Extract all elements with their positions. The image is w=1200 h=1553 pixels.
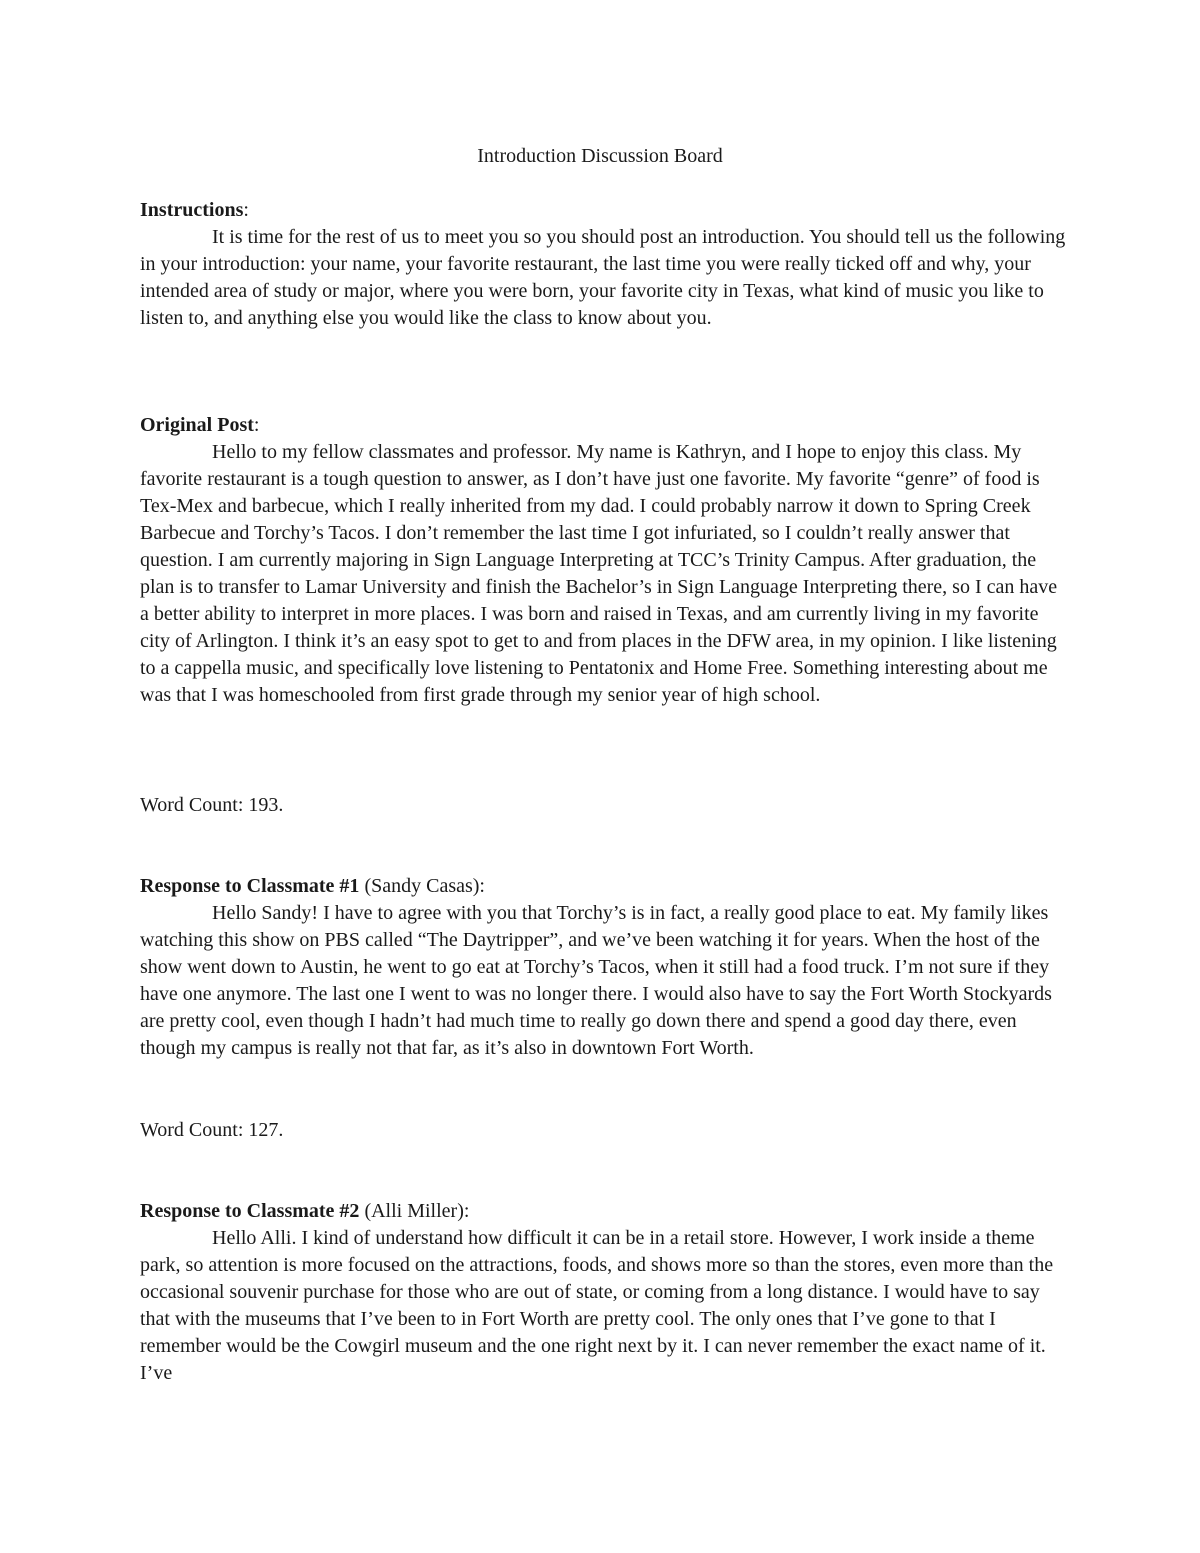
instructions-line: It is time for the rest of us to meet you so you should post an introduction. You should (212, 226, 900, 248)
response-1-line: to was no longer there. I would also have to say the Fort Worth Stockyards are pretty cool, even (140, 983, 1052, 1032)
document-title: Introduction Discussion Board (477, 145, 723, 167)
response-1-heading-label: Response to Classmate #1 (140, 875, 360, 897)
response-2-heading (140, 1198, 1070, 1225)
response-2-heading-name: (Alli Miller): (359, 1200, 470, 1222)
instructions-line: were really ticked off and why, your intended area of study or major, where you were born, your (140, 253, 1031, 302)
instructions-line: tell us the following in your introduction: your name, your favorite restaurant, the last time you (140, 226, 1066, 275)
original-post-line: could probably narrow it down to Spring Creek Barbecue and Torchy’s Tacos. I don’t remember (140, 495, 1031, 544)
original-post-line: the last time I got infuriated, so I couldn’t really answer that question. I am currently majoring in (140, 522, 1010, 571)
response-2-section (140, 1198, 1070, 1387)
response-1-heading-name: (Sandy Casas): (359, 875, 485, 897)
original-post-section (140, 412, 1070, 709)
response-2-heading-label: Response to Classmate #2 (140, 1200, 360, 1222)
response-1-section (140, 873, 1070, 1062)
original-post-line: My favorite “genre” of food is Tex-Mex and barbecue, which I really inherited from my dad. I (140, 468, 1040, 517)
response-1-heading (140, 873, 1070, 900)
original-post-heading-label: Original Post (140, 414, 254, 436)
instructions-heading: Instructions: (140, 199, 249, 221)
original-post-line: Hello to my fellow classmates and professor. My name is Kathryn, and I hope to enjoy (212, 441, 906, 463)
original-post-line: area, in my opinion. I like listening to a cappella music, and specifically love listening to (140, 630, 1057, 679)
original-post-line: this class. My favorite restaurant is a tough question to answer, as I don’t have just one favorite. (140, 441, 1022, 490)
response-1-line: though I hadn’t had much time to really go down there and spend a good day there, even though (140, 1010, 1017, 1059)
instructions-section (140, 197, 1070, 332)
instructions-line: the class to know about you. (483, 307, 712, 329)
original-post-paragraph (140, 439, 1070, 709)
response-1-word-count: Word Count: 127. (140, 1119, 284, 1141)
response-1-paragraph (140, 900, 1070, 1062)
instructions-heading-label: Instructions (140, 199, 244, 221)
instructions-line: favorite city in Texas, what kind of music you like to listen to, and anything else you would like (140, 280, 1044, 329)
original-post-line: in my favorite city of Arlington. I think it’s an easy spot to get to and from places in the DFW (140, 603, 1039, 652)
response-2-line: Fort Worth are pretty cool. The only ones that I’ve gone to that I remember would be the (140, 1308, 996, 1357)
response-1-line: my campus is really not that far, as it’s also in downtown Fort Worth. (200, 1037, 754, 1059)
response-2-line: Hello Alli. I kind of understand how difficult it can be in a retail store. However, I work (212, 1227, 914, 1249)
original-post-line: Sign Language Interpreting at TCC’s Trinity Campus. After graduation, the plan is to transfer to (140, 549, 1037, 598)
original-post-line: Pentatonix and Home Free. Something interesting about me was that I was homeschooled from (140, 657, 1048, 706)
response-2-line: inside a theme park, so attention is more focused on the attractions, foods, and shows more so (140, 1227, 1035, 1276)
original-post-line: Lamar University and finish the Bachelor’s in Sign Language Interpreting there, so I can have a (140, 576, 1058, 625)
response-1-line: Tacos, when it still had a food truck. I’m not sure if they have one anymore. The last one I went (140, 956, 1050, 1005)
response-1-line: it for years. When the host of the show went down to Austin, he went to go eat at Torchy’s (140, 929, 1040, 978)
instructions-paragraph (140, 224, 1070, 332)
original-post-line: better ability to interpret in more places. I was born and raised in Texas, and am currently living (153, 603, 921, 625)
response-1-line: Hello Sandy! I have to agree with you that Torchy’s is in fact, a really good place to eat. (212, 902, 916, 924)
response-2-line: or coming from a long distance. I would have to say that with the museums that I’ve been to in (140, 1281, 1040, 1330)
original-post-heading: Original Post: (140, 414, 260, 436)
response-2-paragraph (140, 1225, 1070, 1387)
response-2-line: Cowgirl museum and the one right next by it. I can never remember the exact name of it. I’ve (140, 1335, 1046, 1384)
response-2-line: than the stores, even more than the occasional souvenir purchase for those who are out of state, (140, 1254, 1054, 1303)
response-1-line: My family likes watching this show on PBS called “The Daytripper”, and we’ve been watching (140, 902, 1049, 951)
original-post-line: first grade through my senior year of high school. (423, 684, 821, 706)
original-post-word-count: Word Count: 193. (140, 794, 284, 816)
